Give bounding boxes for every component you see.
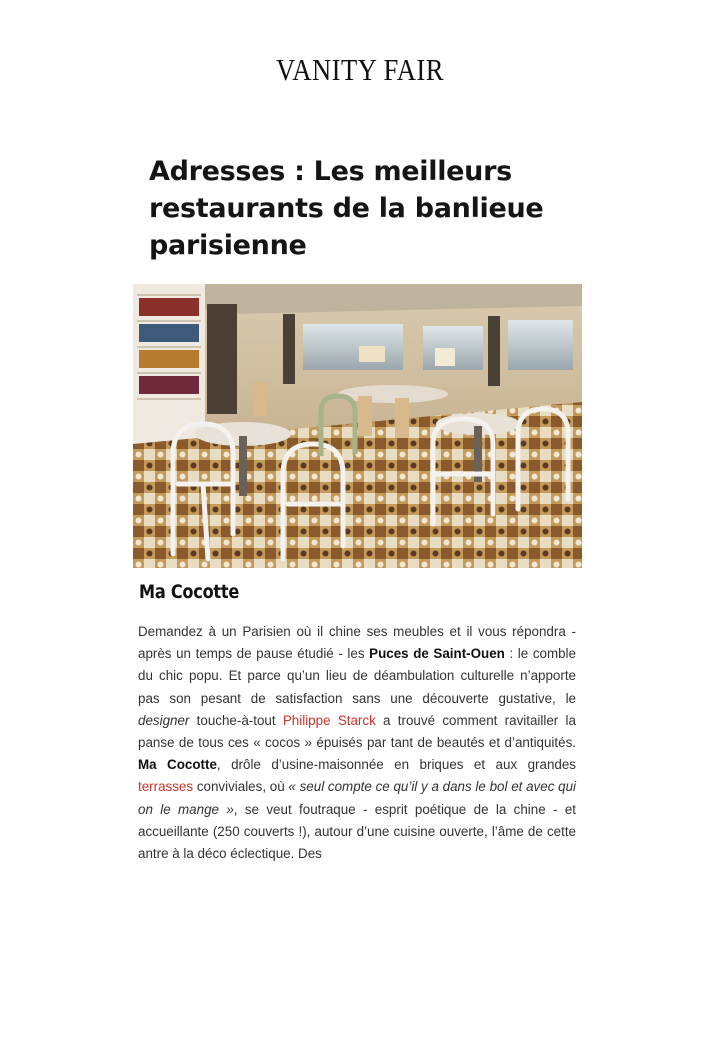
body-text-segment: , se veut foutraque - esprit poétique de la chine - et accueillante (250 couverts !), autour d’une cuisine ouverte, l’âme de cette antre à la déco éclectique. Des [138, 801, 576, 862]
designer-italic: designer [138, 712, 190, 728]
article-body [138, 621, 576, 865]
masthead-logo[interactable]: VANITY FAIR [276, 52, 444, 87]
body-text-segment: Demandez à un Parisien où il chine ses meubles et il vous répondra - après un temps de pause étudié - les [138, 624, 576, 662]
article-headline: Adresses : Les meilleurs restaurants de la banlieue parisienne [149, 156, 544, 261]
section-title: Ma Cocotte [139, 581, 240, 603]
body-text-segment: conviviales, où [193, 779, 289, 795]
body-text-segment: , drôle d’usine-maisonnée en briques et aux grandes [216, 757, 576, 773]
terrasses-link[interactable]: terrasses [138, 779, 194, 795]
body-text-segment: : le comble du chic popu. Et parce qu’un lieu de déambulation culturelle n’apporte pas son pesant de satisfaction sans une découverte gustative, le [138, 646, 576, 706]
restaurant-photo [133, 284, 582, 568]
philippe-starck-link[interactable]: Philippe Starck [282, 712, 376, 728]
ma-cocotte-bold: Ma Cocotte [138, 757, 217, 773]
body-text-segment: touche-à-tout [189, 712, 283, 728]
body-text-segment: a trouvé comment ravitailler la panse de tous ces « cocos » épuisés par tant de beautés et d’antiquités. [138, 712, 576, 751]
quote-italic: « seul compte ce qu’il y a dans le bol et avec qui on le mange » [138, 779, 576, 817]
puces-link[interactable]: Puces de Saint-Ouen [369, 646, 505, 662]
